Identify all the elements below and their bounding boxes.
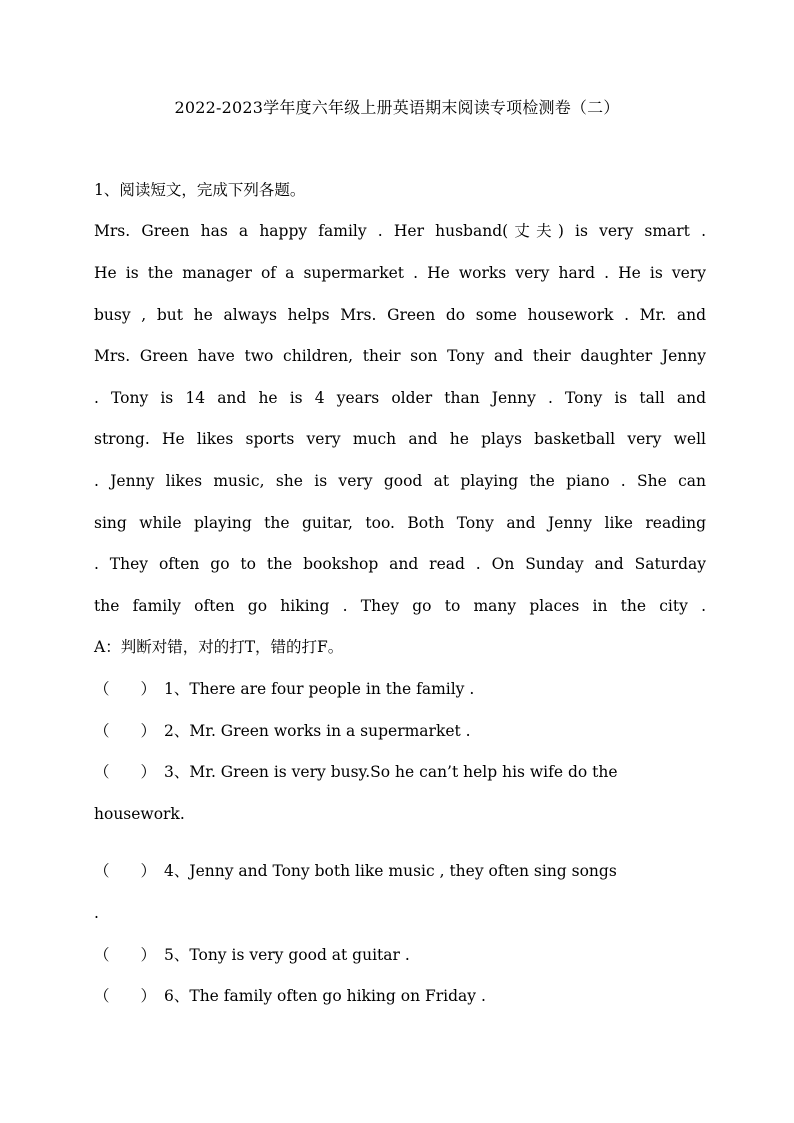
question-text: 6、The family often go hiking on Friday .: [164, 987, 486, 1005]
question-continuation: .: [94, 904, 99, 922]
passage-line: He is the manager of a supermarket . He works very hard . He is very: [94, 264, 706, 282]
passage-line: the family often go hiking . They go to many places in the city .: [94, 597, 706, 615]
question-item: [94, 861, 706, 881]
question-item: [94, 721, 706, 741]
passage-line: Mrs. Green has a happy family . Her husband(丈夫) is very smart .: [94, 222, 706, 240]
question-item: [94, 679, 706, 699]
answer-blank[interactable]: （ ）: [94, 862, 157, 880]
question-item: [94, 945, 706, 965]
passage-line: busy , but he always helps Mrs. Green do some housework . Mr. and: [94, 306, 706, 324]
passage-line: . Tony is 14 and he is 4 years older than Jenny . Tony is tall and: [94, 389, 706, 407]
answer-blank[interactable]: （ ）: [94, 722, 157, 740]
question-continuation: housework.: [94, 805, 185, 823]
question-text: 1、There are four people in the family .: [164, 680, 475, 698]
section-heading: 1、阅读短文，完成下列各题。: [94, 181, 306, 199]
page-title: 2022-2023学年度六年级上册英语期末阅读专项检测卷（二）: [174, 98, 620, 117]
passage-line: Mrs. Green have two children, their son Tony and their daughter Jenny: [94, 347, 706, 365]
question-text: 2、Mr. Green works in a supermarket .: [164, 722, 471, 740]
passage-line: . Jenny likes music, she is very good at playing the piano . She can: [94, 472, 706, 490]
passage-line: . They often go to the bookshop and read . On Sunday and Saturday: [94, 555, 706, 573]
question-item: [94, 986, 706, 1006]
answer-blank[interactable]: （ ）: [94, 763, 157, 781]
answer-blank[interactable]: （ ）: [94, 680, 157, 698]
question-text: 3、Mr. Green is very busy.So he can’t help his wife do the: [164, 763, 618, 781]
question-text: 5、Tony is very good at guitar .: [164, 946, 410, 964]
passage-line: sing while playing the guitar, too. Both Tony and Jenny like reading: [94, 514, 706, 532]
question-text: 4、Jenny and Tony both like music , they often sing songs: [164, 862, 617, 880]
part-a-instruction: A：判断对错，对的打T，错的打F。: [94, 638, 344, 656]
answer-blank[interactable]: （ ）: [94, 987, 157, 1005]
answer-blank[interactable]: （ ）: [94, 946, 157, 964]
question-item: [94, 762, 706, 782]
passage-line: strong. He likes sports very much and he plays basketball very well: [94, 430, 706, 448]
